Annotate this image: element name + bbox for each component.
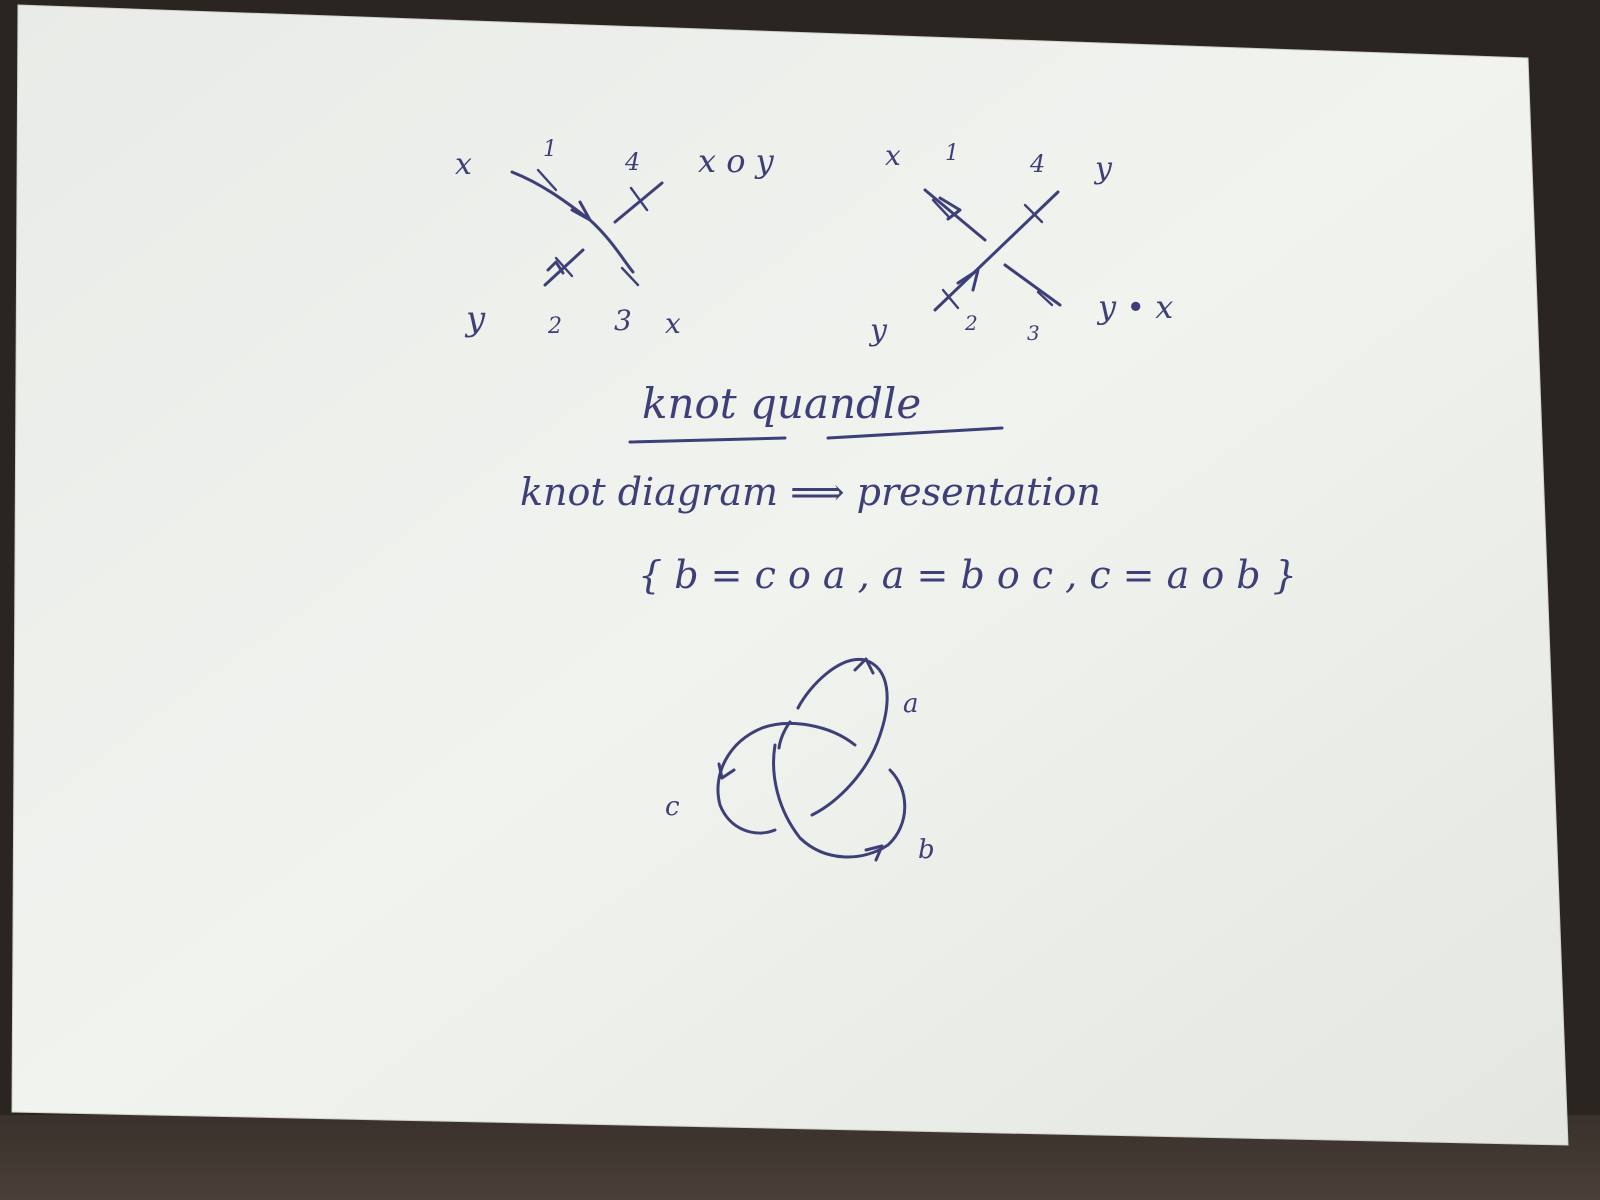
knot-label-b: b	[918, 835, 935, 865]
left-label-y: y	[466, 299, 486, 339]
left-label-1: 1	[543, 137, 557, 162]
right-label-4: 4	[1030, 150, 1046, 178]
right-label-3: 3	[1027, 321, 1040, 345]
left-label-x: x	[455, 147, 472, 182]
left-label-4: 4	[625, 148, 641, 176]
knot-label-c: c	[665, 792, 680, 822]
left-label-x-o-y: x o y	[698, 142, 774, 180]
right-label-y: y	[1095, 151, 1112, 186]
knot-diagram-presentation-line: knot diagram ⟹ presentation	[520, 470, 1101, 514]
right-label-y-dot-x: y • x	[1098, 288, 1174, 326]
right-label-x: x	[885, 139, 901, 172]
left-label-3: 3	[614, 304, 632, 337]
left-label-2: 2	[548, 314, 562, 339]
right-label-1: 1	[945, 141, 959, 166]
presentation-relations: { b = c o a , a = b o c , c = a o b }	[638, 553, 1297, 597]
right-label-2: 2	[965, 311, 978, 335]
heading-knot-quandle: knot quandle	[642, 379, 922, 428]
right-label-y-in: y	[870, 313, 887, 348]
knot-label-a: a	[903, 689, 919, 719]
left-label-x-out: x	[665, 307, 681, 340]
